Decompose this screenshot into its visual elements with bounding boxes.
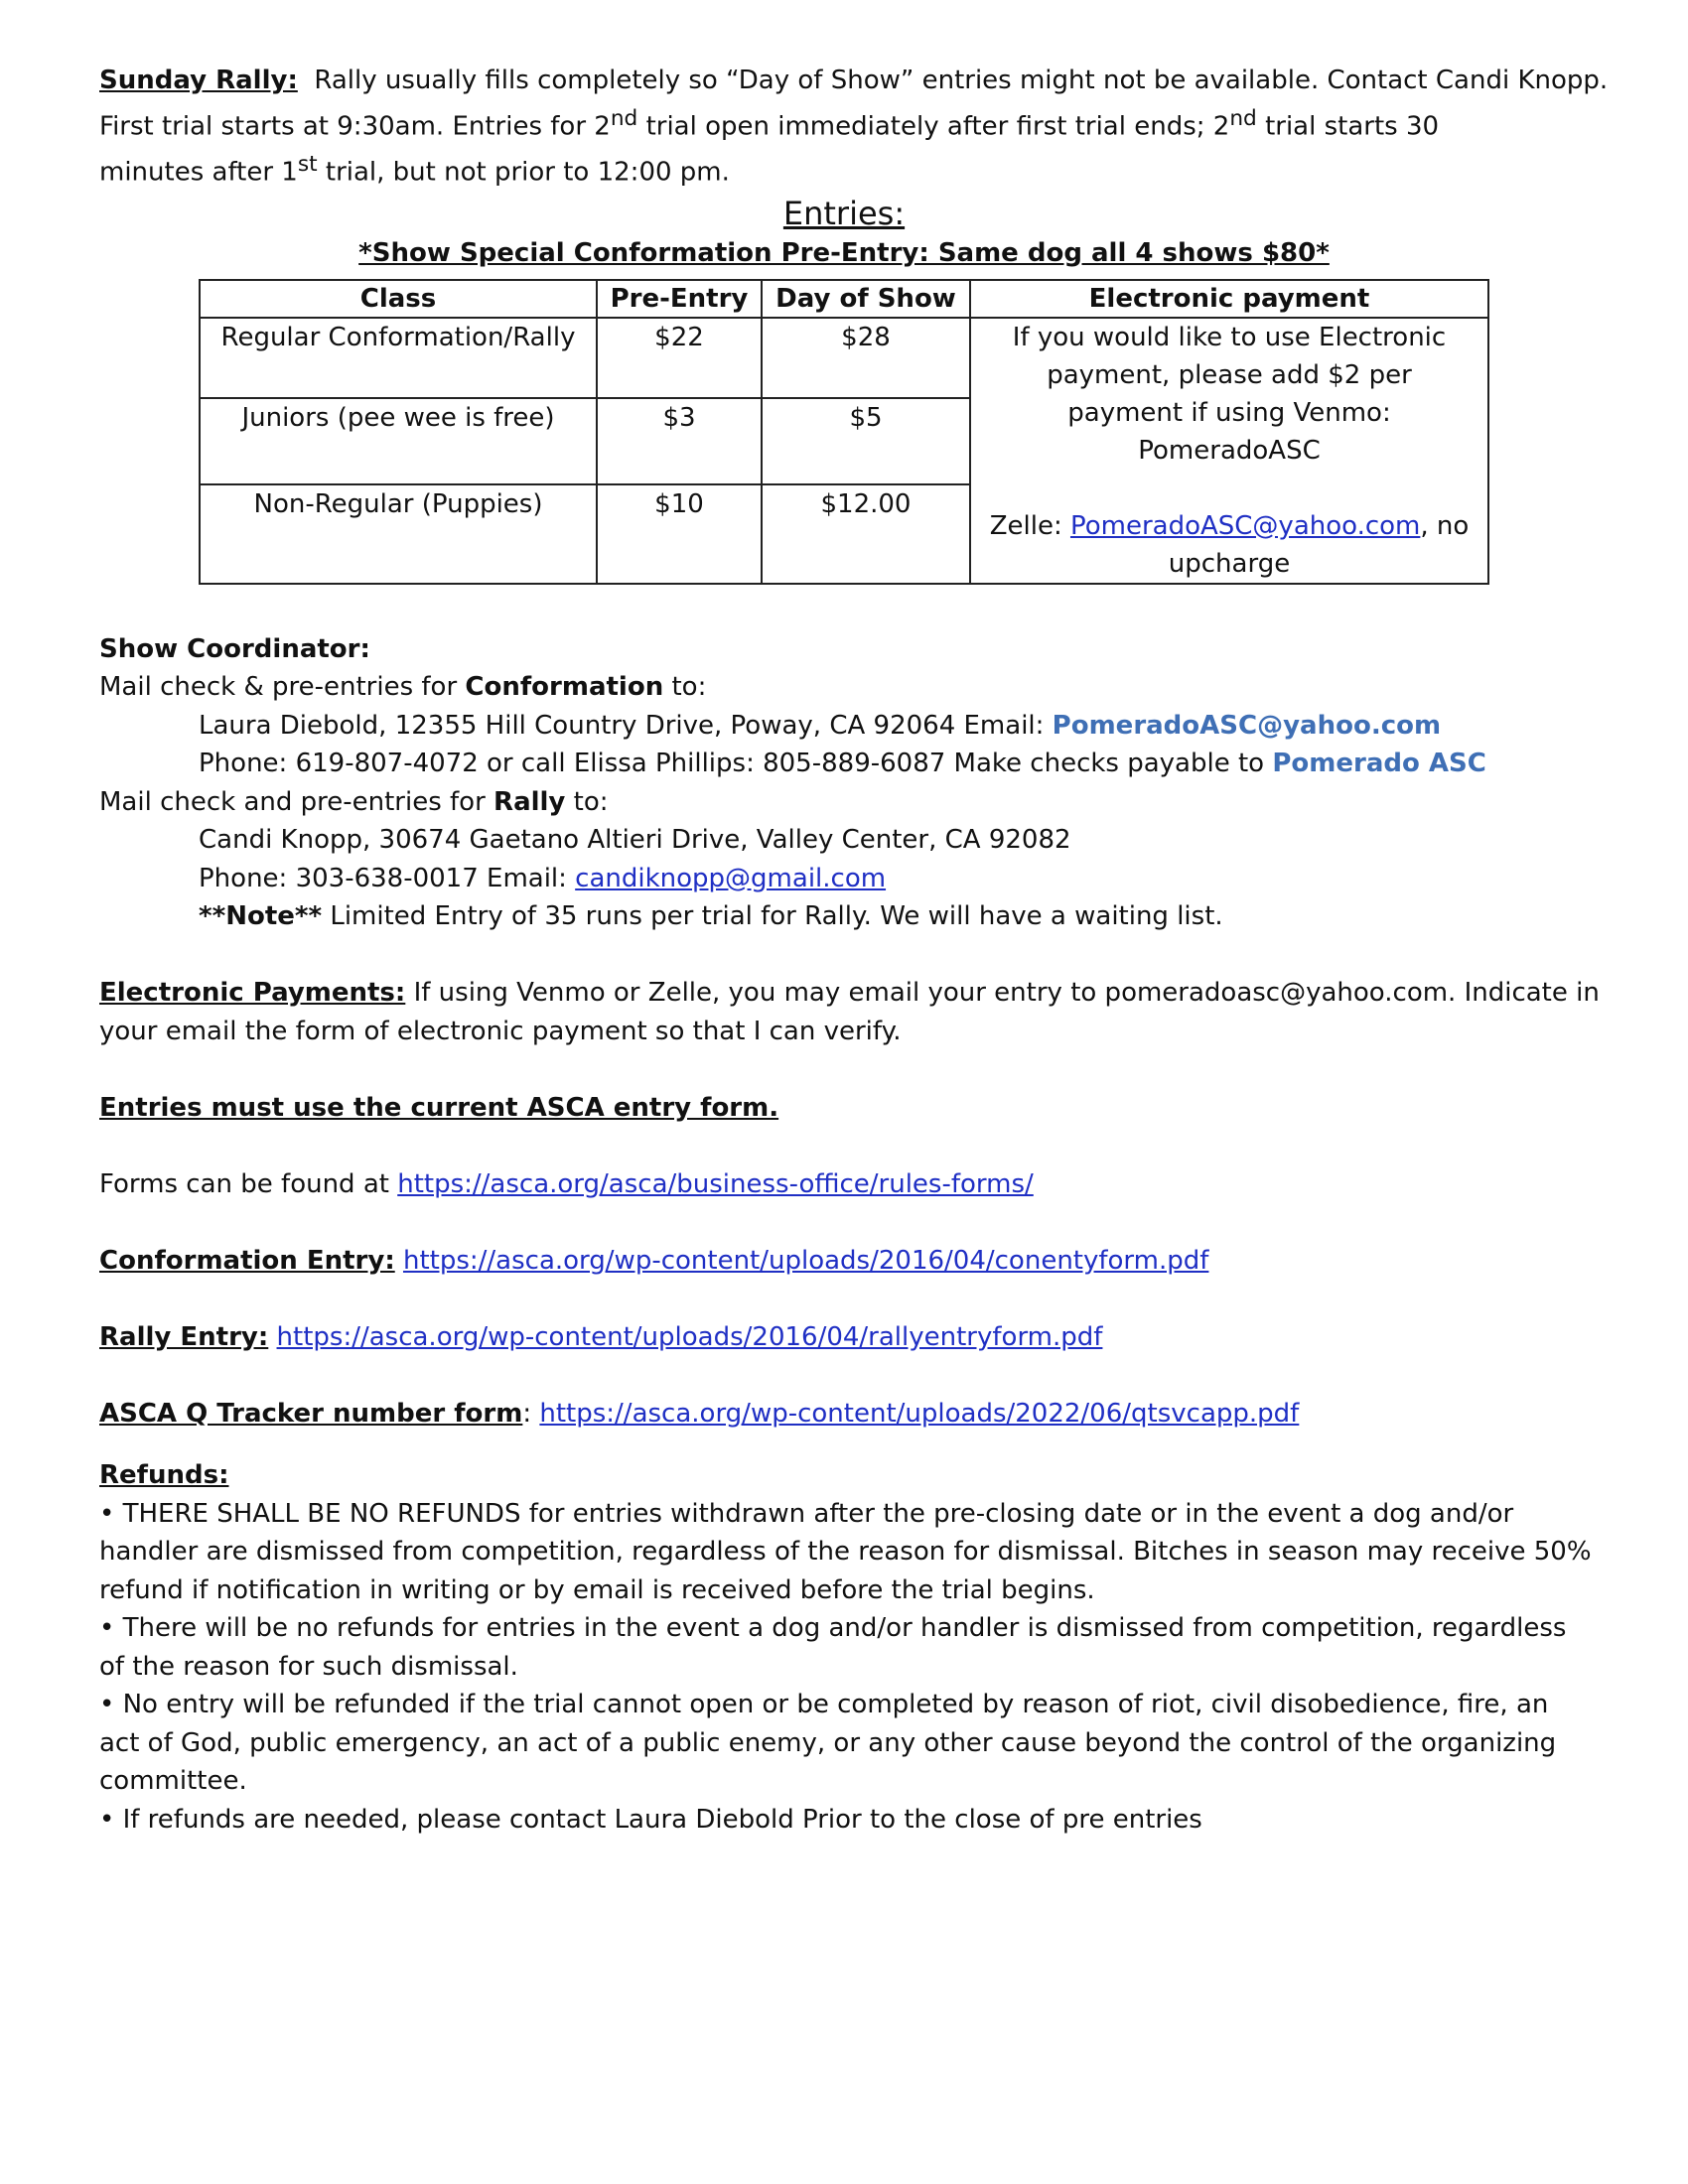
refunds-line: • No entry will be refunded if the trial cannot open or be completed by reason of riot, civil disobedience, fire, an xyxy=(99,1690,1549,1720)
conf-suffix: to: xyxy=(663,672,707,703)
header-pre-entry: Pre-Entry xyxy=(597,280,762,318)
rally-word: Rally xyxy=(493,786,566,817)
conformation-entry-line xyxy=(99,1242,1589,1281)
rally-suffix: to: xyxy=(565,786,609,817)
sunday-rally-line-2 xyxy=(99,100,1589,146)
electronic-payments-label: Electronic Payments: xyxy=(99,978,406,1009)
electronic-payment-text: If you would like to use Electronic payment, please add $2 per payment if using Venmo: PomeradoASC xyxy=(1012,322,1447,466)
row-pre-entry: $3 xyxy=(597,398,762,483)
zelle-suffix: , no upcharge xyxy=(1168,510,1470,579)
rally-mail-line xyxy=(99,783,1589,822)
sunday-rally-line-1 xyxy=(99,62,1609,100)
conf-phone: Phone: 619-807-4072 or call Elissa Phillips: 805-889-6087 Make checks payable to xyxy=(199,749,1273,779)
table-header-row xyxy=(200,280,1488,318)
entries-heading: Entries: xyxy=(782,194,906,232)
sup-st: st xyxy=(297,151,318,177)
rally-note-line xyxy=(99,897,1589,936)
sunday-rally-text-2c: trial starts 30 xyxy=(1256,111,1440,142)
show-coordinator-heading: Show Coordinator: xyxy=(99,633,370,664)
conformation-phone-line xyxy=(99,745,1589,783)
q-tracker-line xyxy=(99,1395,1589,1433)
sunday-rally-text-2a: First trial starts at 9:30am. Entries for 2 xyxy=(99,111,611,142)
header-electronic-payment: Electronic payment xyxy=(970,280,1488,318)
row-class: Non-Regular (Puppies) xyxy=(200,484,597,584)
note-label: **Note** xyxy=(199,901,323,932)
row-pre-entry: $22 xyxy=(597,318,762,399)
electronic-payment-cell xyxy=(970,318,1488,584)
zelle-email-link[interactable]: PomeradoASC@yahoo.com xyxy=(1069,510,1421,541)
rally-prefix: Mail check and pre-entries for xyxy=(99,786,494,817)
sup-nd-1: nd xyxy=(610,105,638,131)
table-row xyxy=(200,318,1488,399)
conformation-mail-line xyxy=(99,668,1589,707)
row-pre-entry: $10 xyxy=(597,484,762,584)
refunds-line: of the reason for such dismissal. xyxy=(99,1651,518,1682)
conf-email: PomeradoASC@yahoo.com xyxy=(1052,710,1442,741)
refunds-line: • There will be no refunds for entries in the event a dog and/or handler is dismissed from competition, regardless xyxy=(99,1613,1567,1644)
conf-payable: Pomerado ASC xyxy=(1272,749,1486,779)
conformation-entry-link[interactable]: https://asca.org/wp-content/uploads/2016/04/conentyform.pdf xyxy=(402,1245,1209,1276)
sup-nd-2: nd xyxy=(1229,105,1257,131)
zelle-line xyxy=(977,507,1481,583)
sunday-rally-text-2b: trial open immediately after first trial ends; 2 xyxy=(637,111,1230,142)
sunday-rally-line-3 xyxy=(99,146,1589,192)
header-day-of-show: Day of Show xyxy=(762,280,970,318)
conformation-address-line xyxy=(99,707,1589,746)
rally-entry-label: Rally Entry: xyxy=(99,1321,269,1352)
refunds-line: act of God, public emergency, an act of a public enemy, or any other cause beyond the control of the organizing xyxy=(99,1727,1557,1758)
conf-word: Conformation xyxy=(465,672,664,703)
row-day-of-show: $28 xyxy=(762,318,970,399)
zelle-prefix: Zelle: xyxy=(989,510,1070,541)
row-day-of-show: $12.00 xyxy=(762,484,970,584)
electronic-payments-line-1 xyxy=(99,974,1600,1013)
refunds-line: • If refunds are needed, please contact Laura Diebold Prior to the close of pre entries xyxy=(99,1804,1202,1835)
show-special-line: *Show Special Conformation Pre-Entry: Same dog all 4 shows $80* xyxy=(358,237,1330,268)
document-page xyxy=(99,62,1609,1839)
row-class: Regular Conformation/Rally xyxy=(200,318,597,399)
electronic-payments-text-1: If using Venmo or Zelle, you may email your entry to pomeradoasc@yahoo.com. Indicate in xyxy=(405,978,1600,1009)
conf-prefix: Mail check & pre-entries for xyxy=(99,672,466,703)
refunds-line: handler are dismissed from competition, regardless of the reason for dismissal. Bitches in season may receive 50% xyxy=(99,1537,1592,1568)
rally-address-line: Candi Knopp, 30674 Gaetano Altieri Drive, Valley Center, CA 92082 xyxy=(199,825,1071,856)
row-class: Juniors (pee wee is free) xyxy=(200,398,597,483)
sunday-rally-label: Sunday Rally: xyxy=(99,66,298,95)
rally-entry-line xyxy=(99,1318,1589,1357)
electronic-payments-line-2: your email the form of electronic payment so that I can verify. xyxy=(99,1016,902,1046)
refunds-line: • THERE SHALL BE NO REFUNDS for entries withdrawn after the pre-closing date or in the event a dog and/or xyxy=(99,1498,1514,1529)
forms-prefix: Forms can be found at xyxy=(99,1168,398,1199)
rally-phone: Phone: 303-638-0017 Email: xyxy=(199,863,576,893)
sunday-rally-text-3a: minutes after 1 xyxy=(99,157,298,188)
refunds-heading: Refunds: xyxy=(99,1460,229,1491)
sunday-rally-text-3b: trial, but not prior to 12:00 pm. xyxy=(317,157,730,188)
conformation-entry-label: Conformation Entry: xyxy=(99,1245,395,1276)
refunds-line: refund if notification in writing or by email is received before the trial begins. xyxy=(99,1574,1095,1605)
rally-entry-link[interactable]: https://asca.org/wp-content/uploads/2016/04/rallyentryform.pdf xyxy=(276,1321,1103,1352)
current-form-notice: Entries must use the current ASCA entry form. xyxy=(99,1092,779,1123)
rally-phone-line xyxy=(99,860,1589,898)
rally-email-link[interactable]: candiknopp@gmail.com xyxy=(575,863,887,893)
forms-link[interactable]: https://asca.org/asca/business-office/rules-forms/ xyxy=(397,1168,1034,1199)
forms-line xyxy=(99,1165,1589,1204)
sunday-rally-text-1: Rally usually fills completely so “Day of Show” entries might not be available. Contact Candi Knopp. xyxy=(314,66,1609,95)
q-tracker-sep: : xyxy=(522,1398,540,1429)
q-tracker-link[interactable]: https://asca.org/wp-content/uploads/2022/06/qtsvcapp.pdf xyxy=(539,1398,1300,1429)
q-tracker-label: ASCA Q Tracker number form xyxy=(99,1398,523,1429)
header-class: Class xyxy=(200,280,597,318)
conf-address: Laura Diebold, 12355 Hill Country Drive, Poway, CA 92064 Email: xyxy=(199,710,1053,741)
row-day-of-show: $5 xyxy=(762,398,970,483)
refunds-line: committee. xyxy=(99,1766,247,1797)
note-text: Limited Entry of 35 runs per trial for Rally. We will have a waiting list. xyxy=(322,901,1223,932)
entry-fee-table xyxy=(199,279,1489,585)
